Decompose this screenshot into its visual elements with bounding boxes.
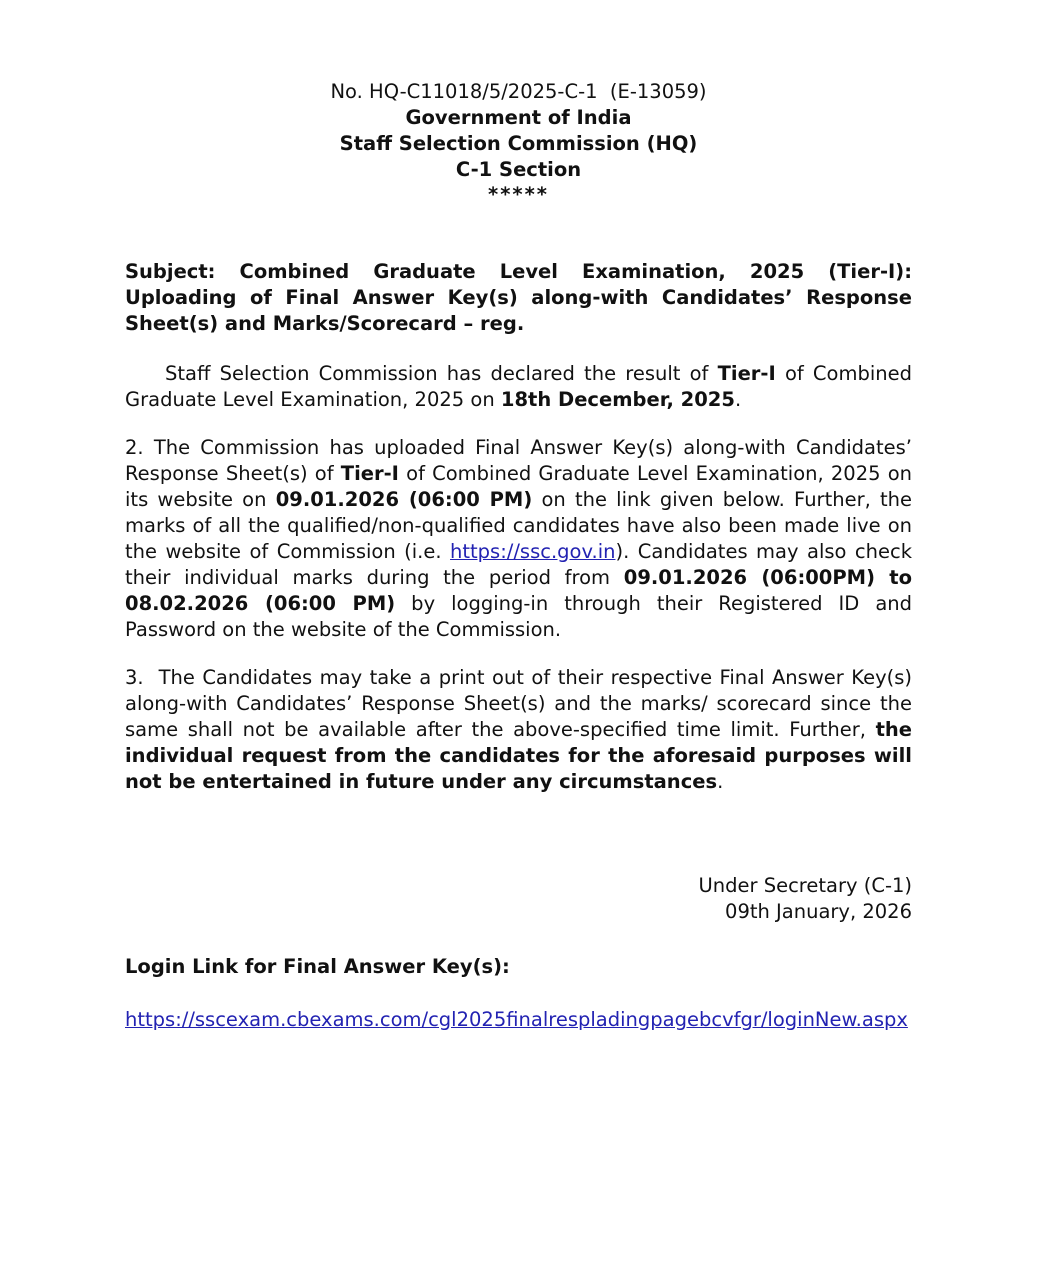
para-printout-advice: [125, 665, 912, 795]
file-number: No. HQ-C11018/5/2025-C-1 (E-13059): [330, 80, 707, 103]
emphasized-text: 09.01.2026 (06:00 PM): [275, 488, 533, 511]
emphasized-text: 09.01.2026 (06:00PM) to 08.02.2026 (06:00 PM): [125, 566, 912, 615]
body-text: of Combined Graduate Level Examination, 2025 on its website on: [125, 462, 912, 511]
body-text: Staff Selection Commission has declared the result of: [165, 362, 718, 385]
login-link-url[interactable]: https://sscexam.cbexams.com/cgl2025finalrespladingpagebcvfgr/loginNew.aspx: [125, 1008, 908, 1031]
body-text: on the link given below. Further, the marks of all the qualified/non-qualified candidates have also been made live on the website of Commission (i.e.: [125, 488, 913, 563]
body-text: .: [734, 388, 742, 411]
signature-date: 09th January, 2026: [725, 900, 912, 923]
body-text: of Combined Graduate Level Examination, 2025 on: [125, 362, 912, 411]
signature-block: [125, 873, 912, 925]
login-link-heading: Login Link for Final Answer Key(s):: [125, 955, 510, 978]
document-content: [125, 79, 912, 1033]
para-answer-key-upload: [125, 435, 912, 643]
body-text: by logging-in through their Registered ID and Password on the website of the Commission.: [125, 592, 913, 641]
commission-name: Staff Selection Commission (HQ): [339, 132, 698, 155]
body-text: ). Candidates may also check their individual marks during the period from: [125, 540, 913, 589]
para-result-declared: [125, 361, 912, 413]
document-header: [125, 79, 912, 206]
inline-link[interactable]: https://ssc.gov.in: [450, 540, 616, 563]
emphasized-text: Tier-I: [717, 362, 776, 385]
signatory-title: Under Secretary (C-1): [698, 874, 912, 897]
org-name: Government of India: [405, 106, 632, 129]
body-text: .: [717, 770, 724, 793]
body-text: 3. The Candidates may take a print out of their respective Final Answer Key(s) along-with Candidates’ Response Sheet(s) and the marks/ scorecard since the same shall not be available after the above-specified time limit. Further,: [125, 666, 912, 741]
subject-line: Subject: Combined Graduate Level Examination, 2025 (Tier-I): Uploading of Final Answer Key(s) along-with Candidates’ Response Sheet(s) and Marks/Scorecard – reg.: [125, 260, 912, 335]
emphasized-text: 18th December, 2025: [500, 388, 735, 411]
emphasized-text: Tier-I: [340, 462, 399, 485]
separator-stars: *****: [488, 183, 549, 206]
section-name: C-1 Section: [455, 158, 582, 181]
emphasized-text: the individual request from the candidates for the aforesaid purposes will not be entertained in future under any circumstances: [125, 718, 912, 793]
body-text: 2. The Commission has uploaded Final Answer Key(s) along-with Candidates’ Response Sheet(s) of: [125, 436, 912, 485]
